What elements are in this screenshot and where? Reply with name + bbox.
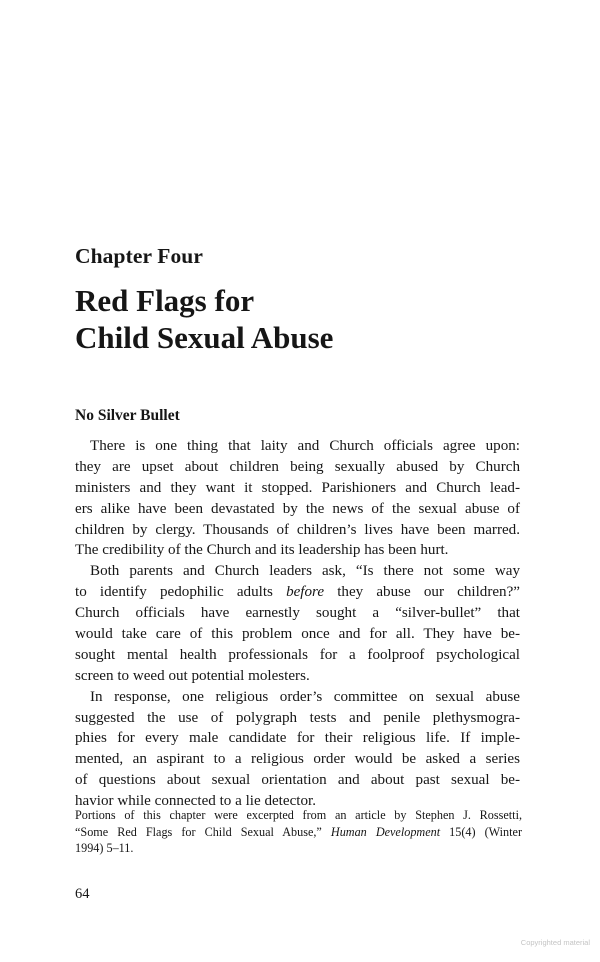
text-line: havior while connected to a lie detector. xyxy=(75,793,316,810)
text-line: There is one thing that laity and Church officials agree upon: xyxy=(90,438,520,454)
text-line: sought mental health professionals for a foolproof psychological xyxy=(75,646,520,663)
text-segment: they abuse our children?” xyxy=(337,584,520,601)
text-line: phies for every male candidate for their religious life. If imple- xyxy=(75,730,520,747)
text-line: Both parents and Church leaders ask, “Is there not some way xyxy=(90,563,520,580)
emphasized-word: before xyxy=(286,584,325,601)
chapter-label: Chapter Four xyxy=(75,244,204,268)
chapter-title-line: Red Flags for xyxy=(75,283,255,318)
footnote xyxy=(75,807,522,857)
footnote-line: Portions of this chapter were excerpted from an article by Stephen J. Rossetti, xyxy=(75,808,522,822)
text-segment: “Some Red Flags for Child Sexual Abuse,” xyxy=(75,824,322,839)
journal-title: Human Development xyxy=(330,824,441,839)
chapter-title xyxy=(75,282,333,356)
text-line: ers alike have been devastated by the news of the sexual abuse of xyxy=(75,500,520,517)
text-line: In response, one religious order’s committee on sexual abuse xyxy=(90,688,520,705)
footnote-line xyxy=(75,824,522,841)
text-line xyxy=(75,582,520,603)
footnote-line: 1994) 5–11. xyxy=(75,841,134,856)
copyright-watermark: Copyrighted material xyxy=(520,938,590,947)
text-segment: to identify pedophilic adults xyxy=(75,584,273,601)
text-line: ministers and they want it stopped. Parishioners and Church lead- xyxy=(75,479,520,496)
text-line: The credibility of the Church and its leadership has been hurt. xyxy=(75,542,449,559)
text-line: children by clergy. Thousands of children’s lives have been marred. xyxy=(75,521,520,538)
text-line: of questions about sexual orientation and about past sexual be- xyxy=(75,772,520,789)
text-line: they are upset about children being sexually abused by Church xyxy=(75,458,520,475)
text-line: Church officials have earnestly sought a “silver-bullet” that xyxy=(75,605,520,622)
text-line: mented, an aspirant to a religious order would be asked a series xyxy=(75,751,520,768)
chapter-title-line: Child Sexual Abuse xyxy=(75,320,334,355)
text-line: would take care of this problem once and for all. They have be- xyxy=(75,626,520,643)
text-line: suggested the use of polygraph tests and penile plethysmogra- xyxy=(75,709,520,726)
text-segment: 15(4) (Winter xyxy=(449,824,523,839)
page-number: 64 xyxy=(75,886,90,902)
text-line: screen to weed out potential molesters. xyxy=(75,667,310,684)
body-text xyxy=(75,436,520,812)
section-heading: No Silver Bullet xyxy=(75,407,180,424)
